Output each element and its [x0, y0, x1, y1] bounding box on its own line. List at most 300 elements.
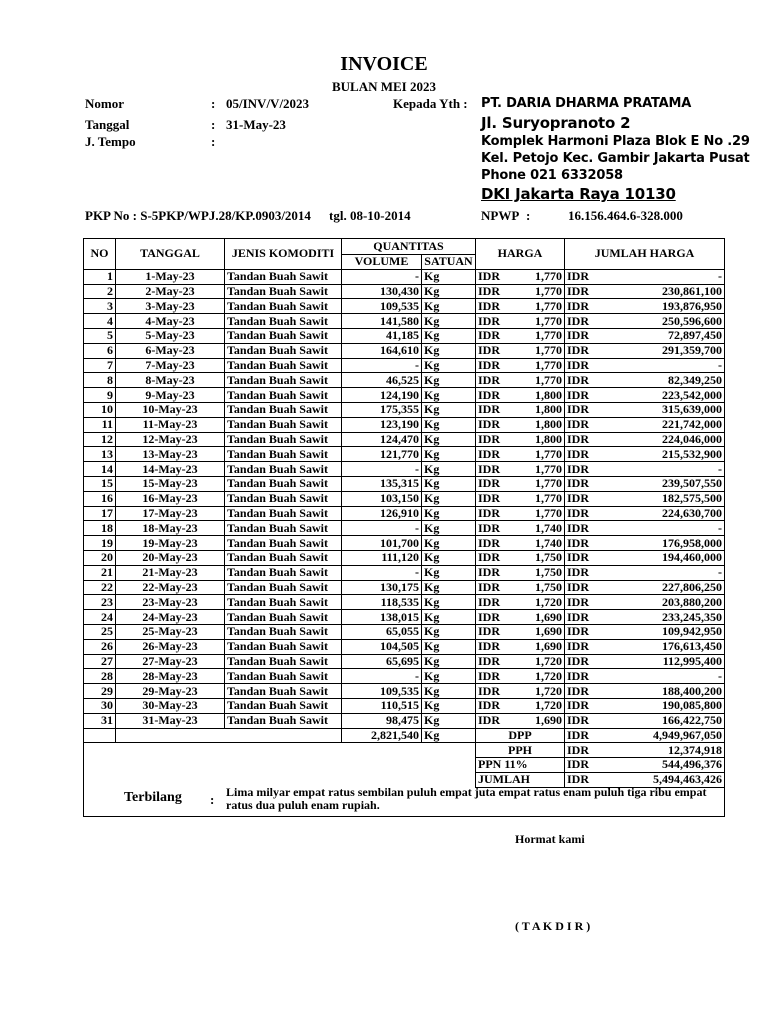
row-amount-currency: IDR	[565, 417, 605, 432]
summary-label-ppn: PPN 11%	[476, 758, 565, 773]
summary-amount-pph: 12,374,918	[605, 743, 725, 758]
row-amount-currency: IDR	[565, 447, 605, 462]
kepada-label: Kepada Yth :	[393, 96, 468, 111]
table-row	[84, 358, 725, 373]
table-row	[84, 521, 725, 536]
table-row	[84, 624, 725, 639]
tanggal-colon: :	[211, 117, 216, 132]
row-commodity: Tandan Buah Sawit	[225, 417, 342, 432]
row-amount: 315,639,000	[605, 402, 725, 417]
row-unit: Kg	[422, 684, 476, 699]
row-commodity: Tandan Buah Sawit	[225, 476, 342, 491]
row-unit: Kg	[422, 536, 476, 551]
row-amount: 176,958,000	[605, 536, 725, 551]
recipient-company: PT. DARIA DHARMA PRATAMA	[481, 96, 692, 111]
row-date: 4-May-23	[116, 314, 225, 329]
row-volume: 110,515	[342, 698, 422, 713]
row-volume: -	[342, 521, 422, 536]
row-volume: 104,505	[342, 639, 422, 654]
row-no: 18	[84, 521, 116, 536]
table-row	[84, 343, 725, 358]
row-no: 29	[84, 684, 116, 699]
row-unit: Kg	[422, 447, 476, 462]
row-price: 1,770	[512, 328, 565, 343]
row-price: 1,800	[512, 402, 565, 417]
row-price-currency: IDR	[476, 521, 512, 536]
row-amount-currency: IDR	[565, 536, 605, 551]
summary-currency: IDR	[565, 743, 605, 758]
row-commodity: Tandan Buah Sawit	[225, 284, 342, 299]
table-row	[84, 565, 725, 580]
row-volume: 135,315	[342, 476, 422, 491]
table-row	[84, 669, 725, 684]
row-price: 1,740	[512, 521, 565, 536]
row-no: 7	[84, 358, 116, 373]
row-volume: 101,700	[342, 536, 422, 551]
row-price-currency: IDR	[476, 432, 512, 447]
table-row	[84, 610, 725, 625]
row-unit: Kg	[422, 506, 476, 521]
row-price: 1,770	[512, 299, 565, 314]
row-no: 28	[84, 669, 116, 684]
pkp-number: PKP No : S-5PKP/WPJ.28/KP.0903/2014	[85, 208, 311, 223]
row-volume: 41,185	[342, 328, 422, 343]
terbilang-colon: :	[210, 792, 215, 807]
row-no: 30	[84, 698, 116, 713]
row-volume: 65,695	[342, 654, 422, 669]
row-commodity: Tandan Buah Sawit	[225, 328, 342, 343]
row-no: 9	[84, 388, 116, 403]
row-no: 14	[84, 462, 116, 477]
row-price-currency: IDR	[476, 343, 512, 358]
recipient-complex: Komplek Harmoni Plaza Blok E No .29	[481, 134, 750, 149]
npwp-colon: :	[526, 208, 531, 223]
row-volume: 126,910	[342, 506, 422, 521]
row-price: 1,770	[512, 269, 565, 284]
row-unit: Kg	[422, 284, 476, 299]
invoice-title: INVOICE	[340, 53, 428, 75]
row-price-currency: IDR	[476, 698, 512, 713]
row-no: 25	[84, 624, 116, 639]
row-amount-currency: IDR	[565, 462, 605, 477]
row-date: 3-May-23	[116, 299, 225, 314]
row-volume: 138,015	[342, 610, 422, 625]
row-unit: Kg	[422, 580, 476, 595]
row-volume: -	[342, 358, 422, 373]
row-commodity: Tandan Buah Sawit	[225, 462, 342, 477]
row-price-currency: IDR	[476, 462, 512, 477]
row-commodity: Tandan Buah Sawit	[225, 595, 342, 610]
table-row	[84, 654, 725, 669]
row-unit: Kg	[422, 654, 476, 669]
row-amount: 224,630,700	[605, 506, 725, 521]
row-amount: 112,995,400	[605, 654, 725, 669]
row-volume: 109,535	[342, 299, 422, 314]
row-amount: 194,460,000	[605, 550, 725, 565]
row-unit: Kg	[422, 402, 476, 417]
row-amount: -	[605, 462, 725, 477]
row-date: 23-May-23	[116, 595, 225, 610]
row-amount: 233,245,350	[605, 610, 725, 625]
row-amount: 291,359,700	[605, 343, 725, 358]
row-date: 2-May-23	[116, 284, 225, 299]
row-commodity: Tandan Buah Sawit	[225, 550, 342, 565]
row-volume: 111,120	[342, 550, 422, 565]
row-amount-currency: IDR	[565, 669, 605, 684]
table-row	[84, 269, 725, 284]
row-amount-currency: IDR	[565, 402, 605, 417]
row-no: 10	[84, 402, 116, 417]
row-commodity: Tandan Buah Sawit	[225, 506, 342, 521]
row-price: 1,770	[512, 462, 565, 477]
col-harga: HARGA	[476, 239, 565, 270]
summary-currency: IDR	[565, 772, 605, 787]
row-no: 20	[84, 550, 116, 565]
row-date: 31-May-23	[116, 713, 225, 728]
row-no: 3	[84, 299, 116, 314]
row-date: 14-May-23	[116, 462, 225, 477]
row-price: 1,770	[512, 491, 565, 506]
row-amount-currency: IDR	[565, 491, 605, 506]
row-unit: Kg	[422, 624, 476, 639]
row-amount: 176,613,450	[605, 639, 725, 654]
row-amount-currency: IDR	[565, 610, 605, 625]
row-commodity: Tandan Buah Sawit	[225, 299, 342, 314]
row-price: 1,690	[512, 610, 565, 625]
signature-greeting: Hormat kami	[515, 832, 585, 846]
terbilang-text: Lima milyar empat ratus sembilan puluh empat juta empat ratus enam puluh tiga ribu empat ratus dua puluh enam rupiah.	[226, 785, 707, 812]
row-no: 23	[84, 595, 116, 610]
row-unit: Kg	[422, 698, 476, 713]
row-date: 28-May-23	[116, 669, 225, 684]
row-date: 25-May-23	[116, 624, 225, 639]
row-price-currency: IDR	[476, 358, 512, 373]
tanggal-value: 31-May-23	[226, 117, 286, 132]
table-row	[84, 476, 725, 491]
row-price-currency: IDR	[476, 328, 512, 343]
nomor-colon: :	[211, 96, 216, 111]
recipient-phone: Phone 021 6332058	[481, 168, 623, 183]
row-date: 6-May-23	[116, 343, 225, 358]
table-row	[84, 506, 725, 521]
row-unit: Kg	[422, 565, 476, 580]
row-amount: -	[605, 669, 725, 684]
row-amount: 250,596,600	[605, 314, 725, 329]
row-date: 18-May-23	[116, 521, 225, 536]
row-unit: Kg	[422, 491, 476, 506]
row-commodity: Tandan Buah Sawit	[225, 713, 342, 728]
row-amount: -	[605, 521, 725, 536]
row-amount: 166,422,750	[605, 713, 725, 728]
row-price-currency: IDR	[476, 491, 512, 506]
row-volume: 124,190	[342, 388, 422, 403]
row-no: 11	[84, 417, 116, 432]
row-volume: -	[342, 669, 422, 684]
pkp-date: tgl. 08-10-2014	[329, 208, 411, 223]
row-price: 1,750	[512, 580, 565, 595]
row-price: 1,770	[512, 373, 565, 388]
row-volume: 141,580	[342, 314, 422, 329]
col-quantitas: QUANTITAS	[342, 239, 476, 255]
row-date: 20-May-23	[116, 550, 225, 565]
summary-currency: IDR	[565, 728, 605, 743]
row-amount-currency: IDR	[565, 698, 605, 713]
row-price-currency: IDR	[476, 402, 512, 417]
row-volume: 164,610	[342, 343, 422, 358]
signature-name: ( T A K D I R )	[515, 919, 591, 933]
row-amount-currency: IDR	[565, 388, 605, 403]
row-price-currency: IDR	[476, 610, 512, 625]
table-row	[84, 373, 725, 388]
row-commodity: Tandan Buah Sawit	[225, 432, 342, 447]
row-price-currency: IDR	[476, 580, 512, 595]
row-price-currency: IDR	[476, 284, 512, 299]
table-row	[84, 491, 725, 506]
row-amount: 193,876,950	[605, 299, 725, 314]
row-amount: 230,861,100	[605, 284, 725, 299]
row-amount: 109,942,950	[605, 624, 725, 639]
row-amount: -	[605, 358, 725, 373]
recipient-city: DKI Jakarta Raya 10130	[481, 185, 676, 203]
row-unit: Kg	[422, 610, 476, 625]
row-amount: -	[605, 269, 725, 284]
row-price: 1,800	[512, 417, 565, 432]
table-row	[84, 388, 725, 403]
row-price-currency: IDR	[476, 447, 512, 462]
table-row	[84, 462, 725, 477]
row-amount: 188,400,200	[605, 684, 725, 699]
row-no: 17	[84, 506, 116, 521]
row-price-currency: IDR	[476, 536, 512, 551]
row-unit: Kg	[422, 595, 476, 610]
row-volume: 118,535	[342, 595, 422, 610]
row-no: 22	[84, 580, 116, 595]
table-row	[84, 328, 725, 343]
col-komoditi: JENIS KOMODITI	[225, 239, 342, 270]
row-price-currency: IDR	[476, 314, 512, 329]
row-amount: 190,085,800	[605, 698, 725, 713]
tempo-label: J. Tempo	[85, 134, 136, 149]
row-volume: -	[342, 269, 422, 284]
row-price: 1,740	[512, 536, 565, 551]
row-date: 21-May-23	[116, 565, 225, 580]
row-amount-currency: IDR	[565, 713, 605, 728]
row-commodity: Tandan Buah Sawit	[225, 358, 342, 373]
row-unit: Kg	[422, 388, 476, 403]
row-amount: 221,742,000	[605, 417, 725, 432]
row-unit: Kg	[422, 639, 476, 654]
row-commodity: Tandan Buah Sawit	[225, 536, 342, 551]
row-price: 1,750	[512, 550, 565, 565]
row-price-currency: IDR	[476, 595, 512, 610]
invoice-period: BULAN MEI 2023	[331, 79, 436, 94]
row-unit: Kg	[422, 269, 476, 284]
row-amount-currency: IDR	[565, 624, 605, 639]
row-amount-currency: IDR	[565, 565, 605, 580]
row-price: 1,690	[512, 713, 565, 728]
row-amount-currency: IDR	[565, 684, 605, 699]
total-row	[84, 728, 725, 743]
row-commodity: Tandan Buah Sawit	[225, 698, 342, 713]
summary-label-jumlah: JUMLAH	[476, 772, 565, 787]
row-commodity: Tandan Buah Sawit	[225, 402, 342, 417]
row-commodity: Tandan Buah Sawit	[225, 388, 342, 403]
row-amount-currency: IDR	[565, 595, 605, 610]
row-no: 31	[84, 713, 116, 728]
row-date: 9-May-23	[116, 388, 225, 403]
row-price-currency: IDR	[476, 299, 512, 314]
row-amount-currency: IDR	[565, 639, 605, 654]
row-commodity: Tandan Buah Sawit	[225, 343, 342, 358]
row-commodity: Tandan Buah Sawit	[225, 580, 342, 595]
summary-amount-dpp: 4,949,967,050	[605, 728, 725, 743]
row-unit: Kg	[422, 521, 476, 536]
row-price: 1,770	[512, 506, 565, 521]
summary-currency: IDR	[565, 758, 605, 773]
tempo-colon: :	[211, 134, 216, 149]
row-volume: 109,535	[342, 684, 422, 699]
row-commodity: Tandan Buah Sawit	[225, 314, 342, 329]
row-date: 22-May-23	[116, 580, 225, 595]
table-row	[84, 299, 725, 314]
row-date: 30-May-23	[116, 698, 225, 713]
row-volume: 121,770	[342, 447, 422, 462]
row-amount-currency: IDR	[565, 299, 605, 314]
row-price-currency: IDR	[476, 417, 512, 432]
row-amount: 182,575,500	[605, 491, 725, 506]
row-price-currency: IDR	[476, 669, 512, 684]
row-price-currency: IDR	[476, 654, 512, 669]
row-volume: 130,430	[342, 284, 422, 299]
row-unit: Kg	[422, 550, 476, 565]
invoice-rows	[84, 269, 725, 728]
row-price: 1,770	[512, 314, 565, 329]
row-amount: 224,046,000	[605, 432, 725, 447]
invoice-table	[83, 238, 725, 817]
row-amount-currency: IDR	[565, 432, 605, 447]
summary-amount-ppn: 544,496,376	[605, 758, 725, 773]
row-commodity: Tandan Buah Sawit	[225, 491, 342, 506]
row-amount: 82,349,250	[605, 373, 725, 388]
row-price-currency: IDR	[476, 373, 512, 388]
row-unit: Kg	[422, 432, 476, 447]
row-date: 19-May-23	[116, 536, 225, 551]
row-amount-currency: IDR	[565, 328, 605, 343]
row-unit: Kg	[422, 299, 476, 314]
row-no: 16	[84, 491, 116, 506]
row-date: 26-May-23	[116, 639, 225, 654]
row-unit: Kg	[422, 462, 476, 477]
row-price: 1,770	[512, 284, 565, 299]
row-no: 5	[84, 328, 116, 343]
row-unit: Kg	[422, 373, 476, 388]
row-volume: 175,355	[342, 402, 422, 417]
table-row	[84, 447, 725, 462]
table-row	[84, 314, 725, 329]
row-unit: Kg	[422, 713, 476, 728]
row-amount: 72,897,450	[605, 328, 725, 343]
row-date: 16-May-23	[116, 491, 225, 506]
col-satuan: SATUAN	[422, 255, 476, 270]
table-row	[84, 595, 725, 610]
row-price-currency: IDR	[476, 639, 512, 654]
npwp-value: 16.156.464.6-328.000	[568, 208, 683, 223]
row-no: 19	[84, 536, 116, 551]
col-tanggal: TANGGAL	[116, 239, 225, 270]
row-price-currency: IDR	[476, 684, 512, 699]
nomor-value: 05/INV/V/2023	[226, 96, 310, 111]
recipient-street: Jl. Suryopranoto 2	[481, 114, 631, 132]
row-commodity: Tandan Buah Sawit	[225, 669, 342, 684]
row-date: 13-May-23	[116, 447, 225, 462]
row-amount-currency: IDR	[565, 654, 605, 669]
row-volume: 103,150	[342, 491, 422, 506]
row-date: 1-May-23	[116, 269, 225, 284]
recipient-district: Kel. Petojo Kec. Gambir Jakarta Pusat	[481, 151, 750, 166]
row-price: 1,720	[512, 595, 565, 610]
row-amount-currency: IDR	[565, 269, 605, 284]
row-commodity: Tandan Buah Sawit	[225, 639, 342, 654]
row-no: 26	[84, 639, 116, 654]
row-unit: Kg	[422, 314, 476, 329]
row-price: 1,750	[512, 565, 565, 580]
total-unit: Kg	[422, 728, 476, 743]
row-commodity: Tandan Buah Sawit	[225, 610, 342, 625]
row-commodity: Tandan Buah Sawit	[225, 684, 342, 699]
row-volume: 65,055	[342, 624, 422, 639]
row-no: 8	[84, 373, 116, 388]
row-amount: -	[605, 565, 725, 580]
row-amount: 227,806,250	[605, 580, 725, 595]
row-price: 1,690	[512, 639, 565, 654]
row-no: 4	[84, 314, 116, 329]
table-row	[84, 550, 725, 565]
npwp-label: NPWP	[481, 208, 520, 223]
summary-row	[84, 743, 725, 758]
table-row	[84, 417, 725, 432]
row-unit: Kg	[422, 669, 476, 684]
row-commodity: Tandan Buah Sawit	[225, 521, 342, 536]
row-no: 15	[84, 476, 116, 491]
row-date: 15-May-23	[116, 476, 225, 491]
row-date: 17-May-23	[116, 506, 225, 521]
row-date: 5-May-23	[116, 328, 225, 343]
row-price: 1,720	[512, 698, 565, 713]
row-amount: 239,507,550	[605, 476, 725, 491]
row-price-currency: IDR	[476, 624, 512, 639]
row-amount: 223,542,000	[605, 388, 725, 403]
row-date: 24-May-23	[116, 610, 225, 625]
table-row	[84, 432, 725, 447]
row-no: 1	[84, 269, 116, 284]
row-commodity: Tandan Buah Sawit	[225, 373, 342, 388]
row-commodity: Tandan Buah Sawit	[225, 654, 342, 669]
row-commodity: Tandan Buah Sawit	[225, 565, 342, 580]
row-date: 8-May-23	[116, 373, 225, 388]
row-price: 1,770	[512, 447, 565, 462]
table-row	[84, 684, 725, 699]
row-price: 1,800	[512, 388, 565, 403]
row-price: 1,800	[512, 432, 565, 447]
row-date: 10-May-23	[116, 402, 225, 417]
row-commodity: Tandan Buah Sawit	[225, 624, 342, 639]
row-no: 27	[84, 654, 116, 669]
row-price: 1,770	[512, 343, 565, 358]
total-volume: 2,821,540	[342, 728, 422, 743]
row-no: 6	[84, 343, 116, 358]
row-amount-currency: IDR	[565, 314, 605, 329]
row-no: 12	[84, 432, 116, 447]
